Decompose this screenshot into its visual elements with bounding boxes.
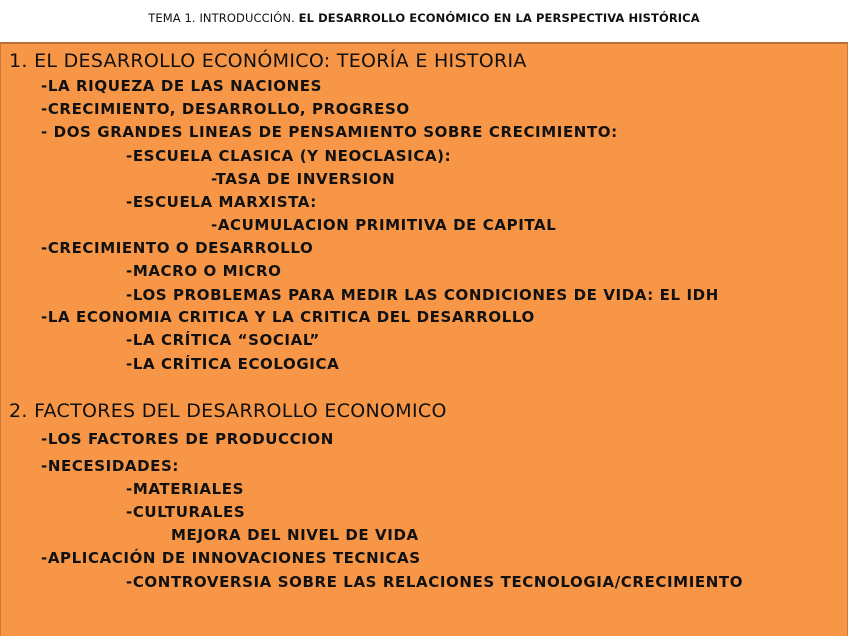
outline-subitem: -LA CRÍTICA ECOLOGICA <box>126 355 340 373</box>
outline-item: - DOS GRANDES LINEAS DE PENSAMIENTO SOBRE CRECIMIENTO: <box>41 123 618 141</box>
outline-subitem: -ESCUELA CLASICA (Y NEOCLASICA): <box>126 147 452 165</box>
outline-item: -APLICACIÓN DE INNOVACIONES TECNICAS <box>41 549 421 567</box>
outline-result-line: MEJORA DEL NIVEL DE VIDA <box>171 526 419 544</box>
outline-subitem: -LA CRÍTICA “SOCIAL” <box>126 331 320 349</box>
slide-header <box>0 0 848 42</box>
outline-subitem: -MATERIALES <box>126 480 245 498</box>
outline-item: -LA RIQUEZA DE LAS NACIONES <box>41 77 323 95</box>
outline-panel <box>0 42 848 636</box>
slide-title <box>0 11 848 25</box>
slide-title-main: EL DESARROLLO ECONÓMICO EN LA PERSPECTIVA HISTÓRICA <box>298 11 700 25</box>
outline-subitem: -MACRO O MICRO <box>126 262 282 280</box>
section-1-heading: 1. EL DESARROLLO ECONÓMICO: TEORÍA E HISTORIA <box>9 50 527 72</box>
outline-subitem: -ESCUELA MARXISTA: <box>126 193 317 211</box>
outline-item: -NECESIDADES: <box>41 457 180 475</box>
outline-subitem: -CULTURALES <box>126 503 246 521</box>
outline-subsubitem: -ACUMULACION PRIMITIVA DE CAPITAL <box>211 216 557 234</box>
outline-subitem: -LOS PROBLEMAS PARA MEDIR LAS CONDICIONES DE VIDA: EL IDH <box>126 286 719 304</box>
outline-subitem: -CONTROVERSIA SOBRE LAS RELACIONES TECNOLOGIA/CRECIMIENTO <box>126 573 744 591</box>
slide-title-prefix: TEMA 1. INTRODUCCIÓN. <box>148 11 299 25</box>
outline-subsubitem: -TASA DE INVERSION <box>211 170 396 188</box>
outline-item: -CRECIMIENTO O DESARROLLO <box>41 239 314 257</box>
outline-item: -LOS FACTORES DE PRODUCCION <box>41 430 334 448</box>
outline-item: -CRECIMIENTO, DESARROLLO, PROGRESO <box>41 100 410 118</box>
outline-item: -LA ECONOMIA CRITICA Y LA CRITICA DEL DESARROLLO <box>41 308 535 326</box>
section-2-heading: 2. FACTORES DEL DESARROLLO ECONOMICO <box>9 400 447 422</box>
